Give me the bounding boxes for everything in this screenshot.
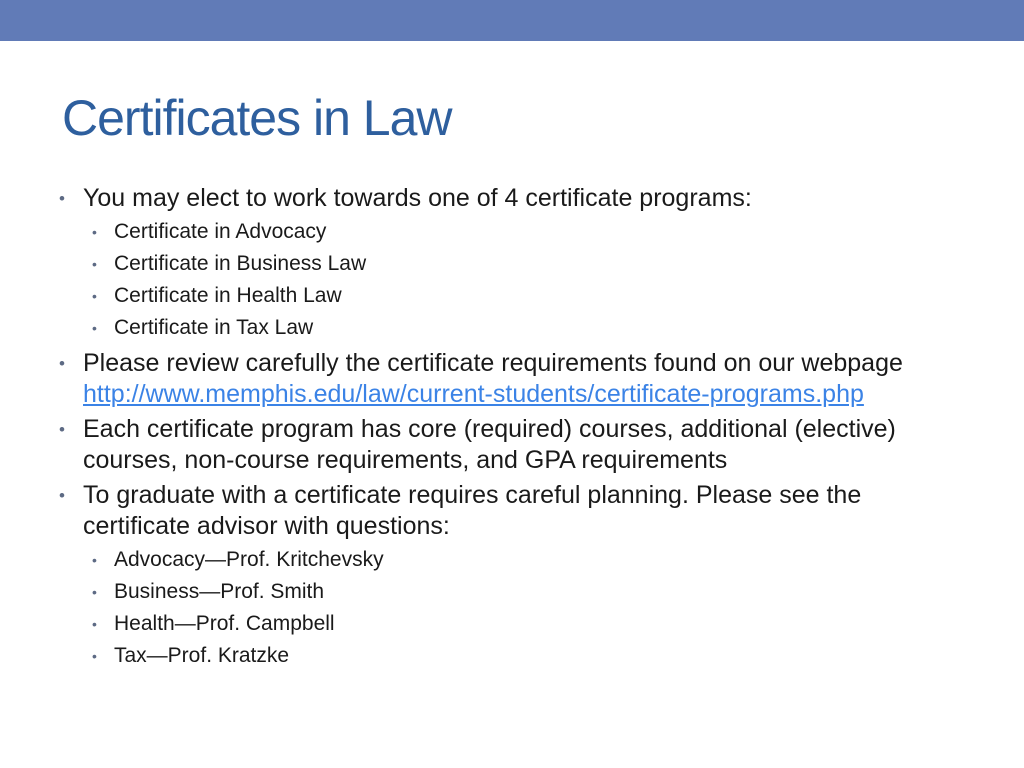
sub-item-text: Certificate in Advocacy [114,220,327,243]
sub-list-advisors [83,544,958,672]
sub-item-health-advisor [83,608,958,640]
top-accent-bar [0,0,1024,41]
bullet-icon: • [59,486,65,505]
list-item-certificate-programs [58,183,958,344]
bullet-icon: • [92,256,97,272]
slide-body [58,183,958,676]
sub-item-text: Advocacy—Prof. Kritchevsky [114,548,384,571]
bullet-icon: • [59,420,65,439]
bullet-icon: • [92,552,97,568]
bullet-list [58,183,958,672]
list-item-review-requirements [58,348,958,410]
bullet-icon: • [92,616,97,632]
sub-item-text: Business—Prof. Smith [114,580,325,603]
sub-item-tax-law [83,312,958,344]
sub-item-tax-advisor [83,640,958,672]
sub-item-text: Health—Prof. Campbell [114,612,335,635]
sub-item-advocacy [83,216,958,248]
sub-item-advocacy-advisor [83,544,958,576]
list-item-text: To graduate with a certificate requires careful planning. Please see the certificate advisor with questions: [83,481,862,540]
list-item-text: You may elect to work towards one of 4 certificate programs: [83,184,752,212]
bullet-icon: • [59,189,65,208]
slide-title: Certificates in Law [62,90,452,146]
list-item-text: Each certificate program has core (required) courses, additional (elective) courses, non-course requirements, and GPA requirements [83,415,896,474]
bullet-icon: • [92,288,97,304]
list-item-graduate-planning [58,480,958,672]
bullet-icon: • [92,320,97,336]
sub-list-certificates [83,216,958,344]
bullet-icon: • [92,584,97,600]
sub-item-health-law [83,280,958,312]
sub-item-text: Certificate in Tax Law [114,316,314,339]
list-item-program-requirements [58,414,958,476]
certificate-programs-link[interactable]: http://www.memphis.edu/law/current-students/certificate-programs.php [83,380,864,408]
sub-item-text: Certificate in Business Law [114,252,367,275]
list-item-text: Please review carefully the certificate requirements found on our webpage [83,349,903,377]
sub-item-text: Tax—Prof. Kratzke [114,644,290,667]
sub-item-business-law [83,248,958,280]
bullet-icon: • [92,648,97,664]
bullet-icon: • [59,354,65,373]
sub-item-text: Certificate in Health Law [114,284,342,307]
bullet-icon: • [92,224,97,240]
sub-item-business-advisor [83,576,958,608]
